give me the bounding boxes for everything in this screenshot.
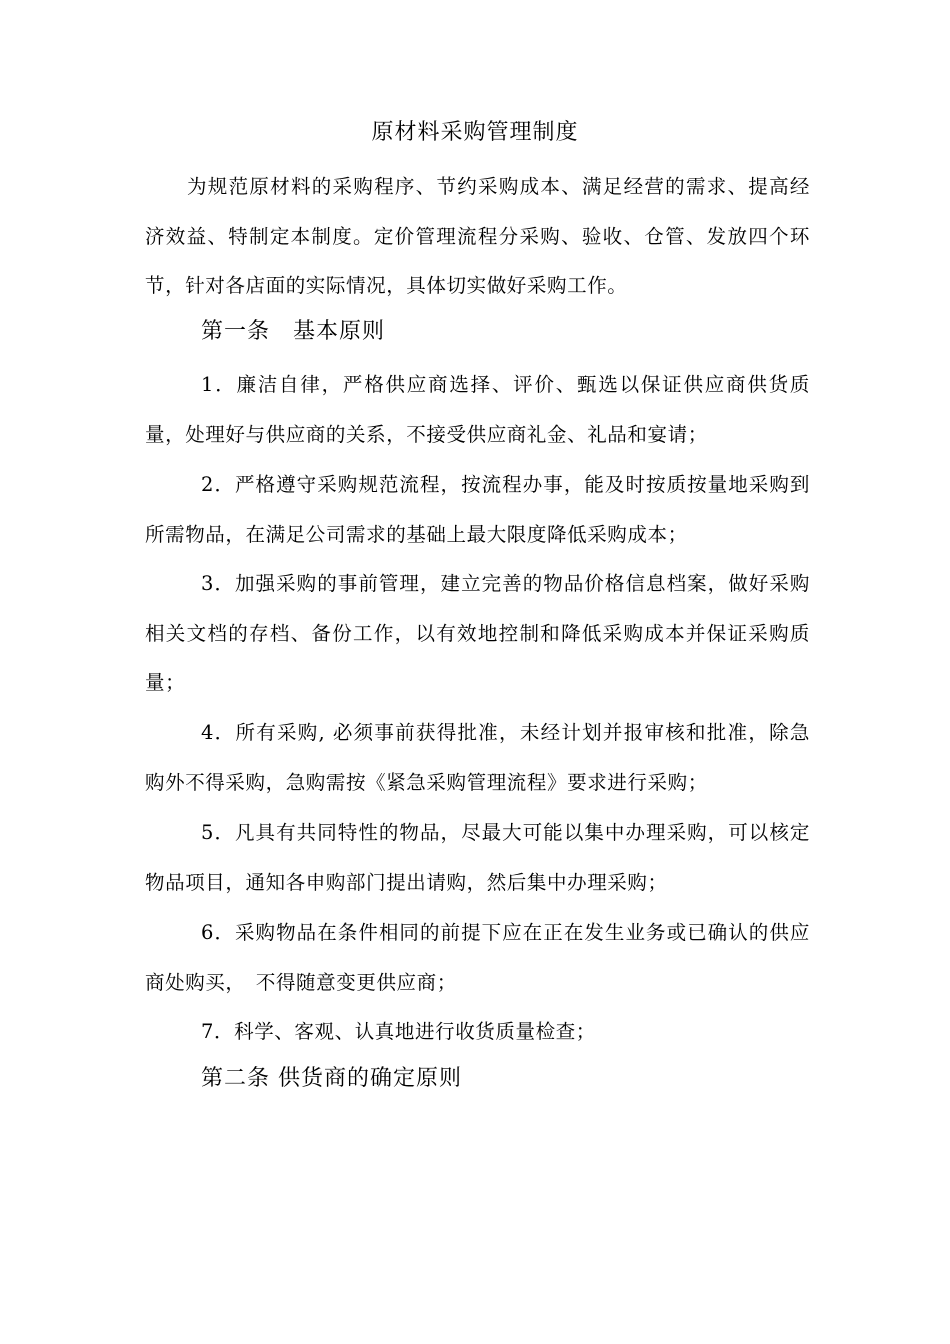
list-item: 1．廉洁自律，严格供应商选择、评价、甄选以保证供应商供货质量，处理好与供应商的关系，不接受供应商礼金、礼品和宴请； <box>145 373 810 446</box>
list-item: 5．凡具有共同特性的物品，尽最大可能以集中办理采购，可以核定物品项目，通知各申购部门提出请购，然后集中办理采购； <box>145 821 810 894</box>
list-item: 7．科学、客观、认真地进行收货质量检查； <box>201 1020 596 1043</box>
intro-paragraph: 为规范原材料的采购程序、节约采购成本、满足经营的需求、提高经济效益、特制定本制度。定价管理流程分采购、验收、仓管、发放四个环节，针对各店面的实际情况，具体切实做好采购工作。 <box>145 175 810 297</box>
section-heading-1: 第一条 基本原则 <box>201 319 386 344</box>
document-title: 原材料采购管理制度 <box>371 120 579 145</box>
list-item: 6．采购物品在条件相同的前提下应在正在发生业务或已确认的供应商处购买， 不得随意变更供应商； <box>145 921 810 994</box>
section-heading-2: 第二条 供货商的确定原则 <box>201 1066 462 1091</box>
list-item: 2．严格遵守采购规范流程，按流程办事，能及时按质按量地采购到所需物品，在满足公司需求的基础上最大限度降低采购成本； <box>145 473 810 546</box>
list-item: 4．所有采购, 必须事前获得批准，未经计划并报审核和批准，除急购外不得采购，急购需按《紧急采购管理流程》要求进行采购； <box>145 721 810 794</box>
list-item: 3．加强采购的事前管理，建立完善的物品价格信息档案，做好采购相关文档的存档、备份工作，以有效地控制和降低采购成本并保证采购质量； <box>145 572 810 694</box>
